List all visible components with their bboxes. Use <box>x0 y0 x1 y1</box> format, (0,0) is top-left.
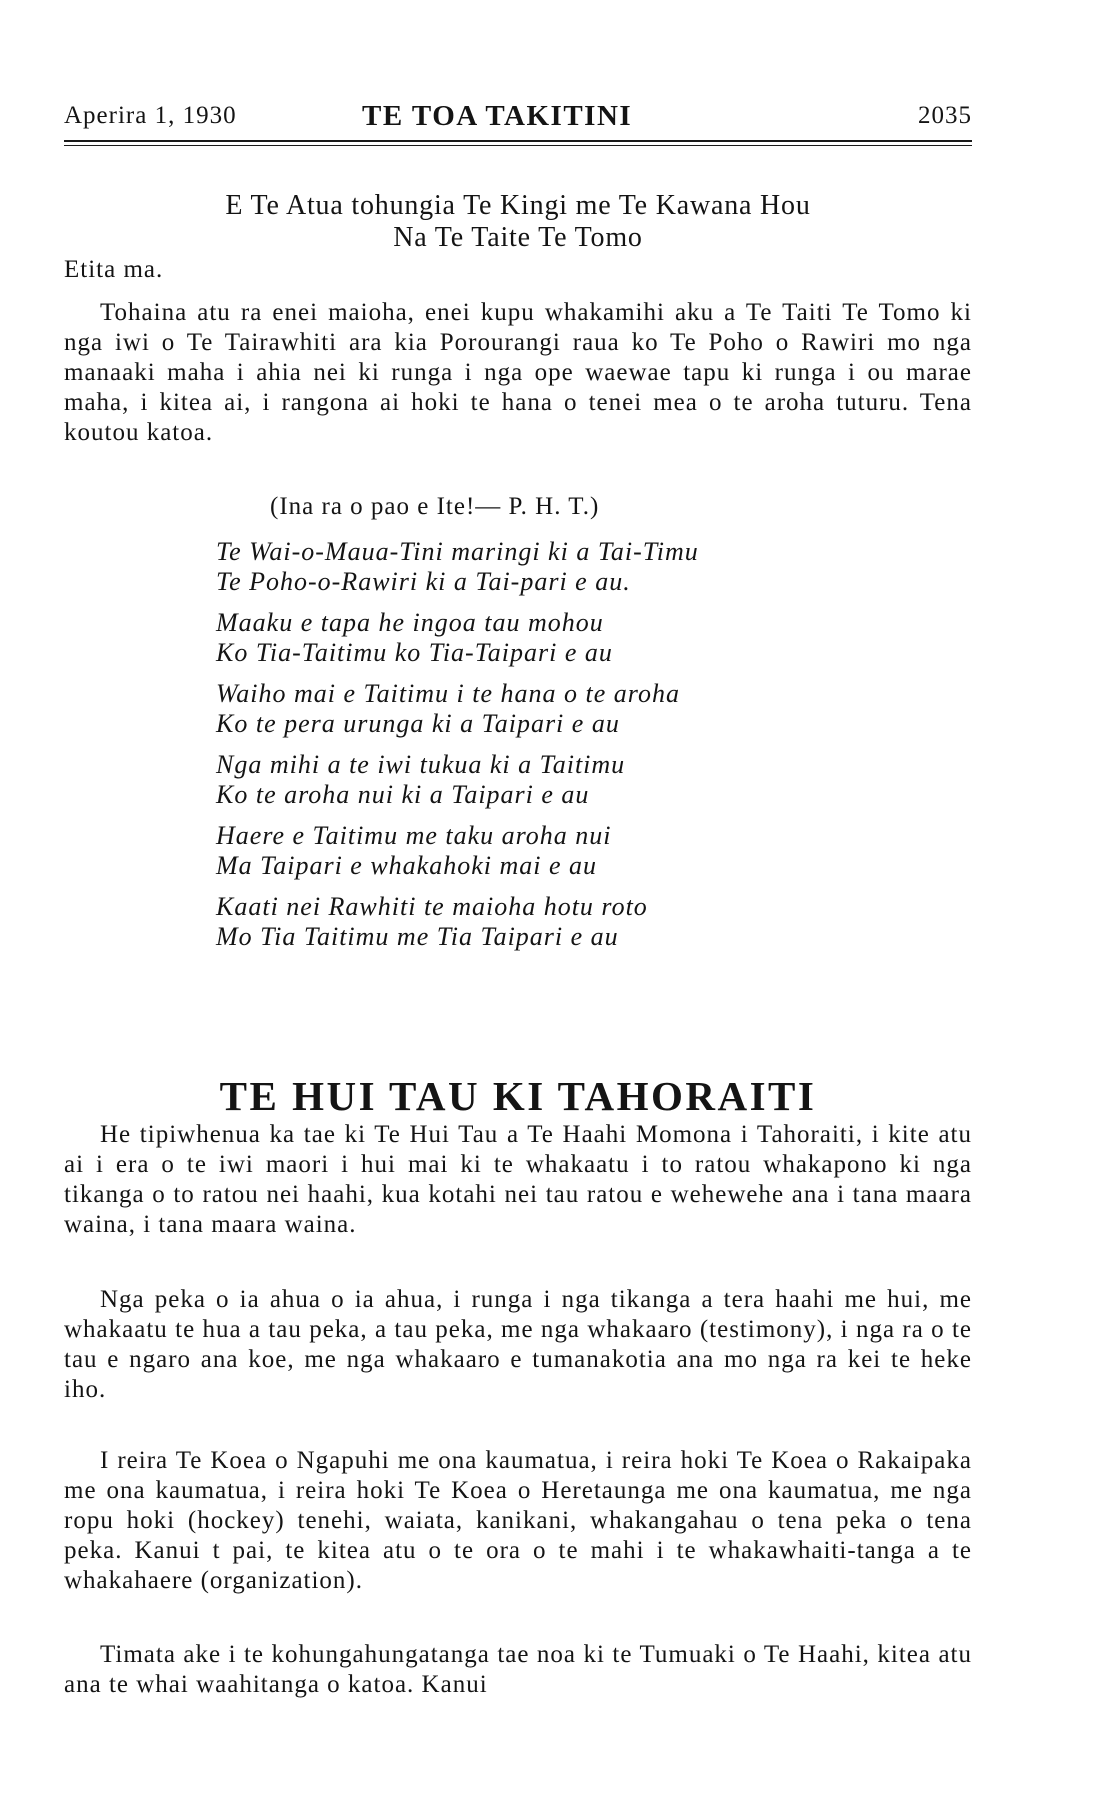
poem-line: Te Wai-o-Maua-Tini maringi ki a Tai-Timu <box>216 537 699 566</box>
poem-line: Kaati nei Rawhiti te maioha hotu roto <box>216 892 648 921</box>
poem-stanza <box>216 750 916 810</box>
poem-line: Nga mihi a te iwi tukua ki a Taitimu <box>216 750 626 779</box>
article-title: TE HUI TAU KI TAHORAITI <box>219 1073 817 1119</box>
poem-line: Haere e Taitimu me taku aroha nui <box>216 821 612 850</box>
poem-stanza <box>216 537 916 597</box>
poem-stanza <box>216 821 916 881</box>
issue-date: Aperira 1, 1930 <box>64 102 237 129</box>
poem-line: Ko Tia-Taitimu ko Tia-Taipari e au <box>216 638 613 667</box>
letter-heading-line-1: E Te Atua tohungia Te Kingi me Te Kawana Hou <box>225 190 811 221</box>
letter-heading-line-2: Na Te Taite Te Tomo <box>393 222 643 253</box>
poem-line: Waiho mai e Taitimu i te hana o te aroha <box>216 679 680 708</box>
article-paragraph-4 <box>64 1640 972 1700</box>
poem-line: Maaku e tapa he ingoa tau mohou <box>216 608 604 637</box>
poem <box>216 537 916 963</box>
article-paragraph: He tipiwhenua ka tae ki Te Hui Tau a Te Haahi Momona i Tahoraiti, i kite atu ai i era o te iwi maori i hui mai ki te whakaatu i to ratou whakapono ki nga tikanga o to ratou nei haahi, kua kotahi nei tau ratou e wehewehe ana i tana maara waina, i tana maara waina. <box>64 1121 972 1238</box>
page-number: 2035 <box>918 102 972 129</box>
article-paragraph: Timata ake i te kohungahungatanga tae noa ki te Tumuaki o Te Haahi, kitea atu ana te whai waahitanga o katoa. Kanui <box>64 1641 972 1698</box>
publication-title: TE TOA TAKITINI <box>362 100 633 132</box>
article-paragraph: I reira Te Koea o Ngapuhi me ona kaumatua, i reira hoki Te Koea o Rakaipaka me ona kaumatua, i reira hoki Te Koea o Heretaunga me ona kaumatua, me nga ropu hoki (hockey) tenehi, waiata, kanikani, whakangahau o tena peka o tena peka. Kanui t pai, te kitea atu o te ora o te mahi i te whakawhaiti-tanga a te whakahaere (organization). <box>64 1447 972 1594</box>
article-paragraph-1 <box>64 1120 972 1240</box>
letter-signature: (Ina ra o pao e Ite!— P. H. T.) <box>270 493 600 520</box>
poem-line: Ko te pera urunga ki a Taipari e au <box>216 709 620 738</box>
poem-line: Ma Taipari e whakahoki mai e au <box>216 851 598 880</box>
poem-stanza <box>216 679 916 739</box>
header-rule <box>64 140 972 142</box>
article-paragraph-2 <box>64 1285 972 1405</box>
poem-line: Mo Tia Taitimu me Tia Taipari e au <box>216 922 619 951</box>
poem-stanza <box>216 892 916 952</box>
poem-line: Te Poho-o-Rawiri ki a Tai-pari e au. <box>216 567 631 596</box>
article-paragraph-3 <box>64 1446 972 1596</box>
running-header <box>64 100 972 136</box>
letter-heading <box>64 190 972 254</box>
header-rule-thin <box>64 145 972 146</box>
poem-stanza <box>216 608 916 668</box>
letter-paragraph: Tohaina atu ra enei maioha, enei kupu whakamihi aku a Te Taiti Te Tomo ki nga iwi o Te Tairawhiti ara kia Porourangi raua ko Te Poho o Rawiri mo nga manaaki maha i ahia nei ki runga i nga ope waewae tapu ki runga i ou marae maha, i kitea ai, i rangona ai hoki te hana o tenei mea o te aroha tuturu. Tena koutou katoa. <box>64 299 972 446</box>
letter-body <box>64 298 972 448</box>
letter-salutation: Etita ma. <box>64 256 164 283</box>
article-paragraph: Nga peka o ia ahua o ia ahua, i runga i nga tikanga a tera haahi me hui, me whakaatu te hua a tau peka, a tau peka, me nga whakaaro (testimony), i nga ra o te tau e ngaro ana koe, me nga whakaaro e tumanakotia ana mo nga ra kei te heke iho. <box>64 1286 972 1403</box>
poem-line: Ko te aroha nui ki a Taipari e au <box>216 780 590 809</box>
